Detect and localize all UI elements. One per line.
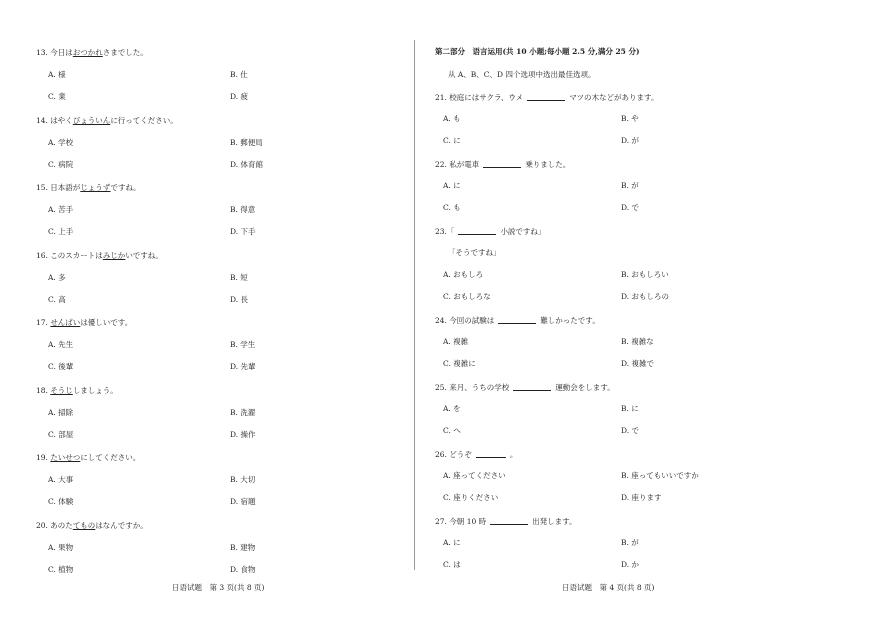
option-c: C. 体験 [48, 497, 74, 506]
option-d: D. 疲 [230, 92, 249, 101]
question-stem [36, 386, 118, 396]
question-text: 16. このスカートは [36, 250, 103, 260]
page-footer: 日语试题 第 4 页(共 8 页) [562, 583, 655, 592]
option-b: B. に [621, 404, 639, 413]
question-text: 運動会をします。 [555, 383, 615, 392]
question-stem [435, 382, 615, 393]
option-d: D. で [621, 426, 640, 435]
question-text: 14. はやく [36, 115, 73, 125]
underlined-word: せんぱい [50, 318, 81, 327]
question-text: 15. 日本語が [36, 183, 81, 192]
question-text: 難しかったです。 [540, 316, 600, 325]
answer-blank [513, 382, 551, 391]
option-c: C. 上手 [48, 227, 74, 236]
question-stem [435, 226, 545, 237]
question-text: マツの木などがあります。 [569, 93, 659, 102]
option-a: A. 果物 [48, 542, 74, 552]
question-stem [36, 318, 132, 328]
underlined-word: じょうず [80, 183, 111, 192]
option-a: A. 学校 [48, 137, 74, 147]
underlined-word: おつかれ [72, 48, 103, 57]
question-text: 26. どうぞ [435, 450, 472, 459]
question-text: 出発します。 [532, 517, 577, 526]
option-c: C. は [443, 560, 461, 569]
question-text: に行ってください。 [110, 115, 178, 125]
option-d: D. か [621, 560, 640, 569]
option-c: C. 高 [48, 294, 66, 304]
question-text: 25. 来月、うちの学校 [435, 383, 510, 392]
question-text: しましょう。 [72, 385, 118, 395]
answer-blank [476, 449, 506, 458]
option-a: A. も [443, 114, 461, 123]
question-text: 17. [36, 318, 51, 327]
option-a: A. 座ってください [443, 471, 506, 480]
option-a: A. 様 [48, 70, 66, 79]
option-c: C. 病院 [48, 159, 74, 169]
option-d: D. 宿題 [230, 497, 256, 506]
option-b: B. 得意 [230, 205, 256, 214]
option-c: C. 部屋 [48, 429, 74, 439]
question-stem [435, 449, 517, 460]
question-text: 23.「 [435, 227, 455, 236]
question-text: いですね。 [125, 250, 163, 260]
option-d: D. 操作 [230, 429, 256, 439]
question-text: 。 [509, 450, 518, 459]
question-text: 乗りました。 [525, 160, 571, 169]
option-a: A. 複雑 [443, 337, 469, 346]
option-c: C. 業 [48, 92, 66, 101]
option-a: A. 先生 [48, 340, 74, 349]
answer-blank [483, 159, 521, 168]
option-d: D. が [621, 136, 640, 145]
option-c: C. も [443, 203, 461, 212]
option-a: A. に [443, 181, 461, 190]
underlined-word: たいせつ [50, 453, 81, 462]
option-b: B. おもしろい [621, 270, 669, 279]
underlined-word: びょういん [72, 115, 111, 125]
question-text: はなんですか。 [95, 520, 148, 530]
option-c: C. おもしろな [443, 292, 491, 301]
option-c: C. に [443, 136, 461, 145]
underlined-word: みじか [102, 250, 126, 260]
underlined-word: てもの [72, 520, 96, 530]
option-b: B. 洗濯 [230, 407, 256, 417]
question-continuation: 「そうですね」 [448, 248, 501, 257]
question-text: は優しいです。 [80, 318, 133, 327]
question-text: 22. 私が電車 [435, 160, 480, 169]
page-divider [414, 40, 415, 570]
option-c: C. へ [443, 426, 461, 435]
option-a: A. 大事 [48, 475, 74, 484]
question-stem [435, 92, 658, 103]
underlined-word: そうじ [50, 385, 73, 395]
option-b: B. 座ってもいいですか [621, 471, 699, 480]
question-stem [36, 453, 140, 463]
option-a: A. に [443, 538, 461, 547]
question-stem [36, 183, 141, 193]
option-c: C. 座りください [443, 493, 499, 502]
option-d: D. 先輩 [230, 362, 256, 371]
question-text: ですね。 [110, 183, 141, 192]
option-d: D. で [621, 203, 640, 212]
page-footer: 日语试题 第 3 页(共 8 页) [172, 583, 265, 592]
option-c: C. 植物 [48, 564, 74, 574]
answer-blank [458, 226, 496, 235]
question-stem [435, 516, 577, 527]
option-d: D. 複雑で [621, 359, 655, 368]
section-title: 第二部分 语言运用(共 10 小题;每小题 2.5 分,满分 25 分) [435, 47, 640, 56]
option-d: D. 座ります [621, 493, 662, 502]
option-b: B. 短 [230, 272, 248, 282]
question-stem [36, 48, 148, 58]
option-a: A. 多 [48, 272, 66, 282]
question-text: にしてください。 [80, 453, 141, 462]
answer-blank [498, 315, 536, 324]
option-b: B. 郵便局 [230, 137, 263, 147]
option-d: D. 食物 [230, 564, 256, 574]
question-text: 18. [36, 385, 51, 395]
option-b: B. 仕 [230, 70, 248, 79]
option-b: B. 大切 [230, 475, 256, 484]
option-d: D. おもしろの [621, 292, 670, 301]
option-b: B. が [621, 538, 639, 547]
option-b: B. 学生 [230, 340, 256, 349]
question-stem [36, 521, 148, 531]
question-text: 24. 今回の試験は [435, 316, 495, 325]
question-stem [435, 159, 570, 170]
option-a: A. を [443, 404, 461, 413]
question-stem [36, 116, 178, 126]
question-text: 小説ですね」 [500, 227, 546, 236]
option-a: A. 掃除 [48, 407, 74, 417]
question-stem [36, 251, 163, 261]
question-text: 19. [36, 453, 51, 462]
option-a: A. 苦手 [48, 205, 74, 214]
option-b: B. が [621, 181, 639, 190]
answer-blank [490, 516, 528, 525]
instruction: 从 A、B、C、D 四个选项中选出最佳选项。 [448, 70, 596, 79]
question-text: 13. 今日は [36, 48, 73, 57]
option-d: D. 長 [230, 294, 249, 304]
option-b: B. 建物 [230, 542, 256, 552]
right-page [435, 0, 870, 630]
option-c: C. 後輩 [48, 362, 74, 371]
answer-blank [527, 92, 565, 101]
option-d: D. 下手 [230, 227, 256, 236]
question-text: 20. あのた [36, 520, 73, 530]
option-b: B. 複雑な [621, 337, 654, 346]
question-stem [435, 315, 600, 326]
option-c: C. 複雑に [443, 359, 476, 368]
question-text: さまでした。 [102, 48, 148, 57]
question-text: 27. 今朝 10 時 [435, 517, 487, 526]
option-d: D. 体育館 [230, 159, 264, 169]
question-text: 21. 校庭にはサクラ、ウメ [435, 93, 524, 102]
option-a: A. おもしろ [443, 270, 484, 279]
option-b: B. や [621, 114, 639, 123]
